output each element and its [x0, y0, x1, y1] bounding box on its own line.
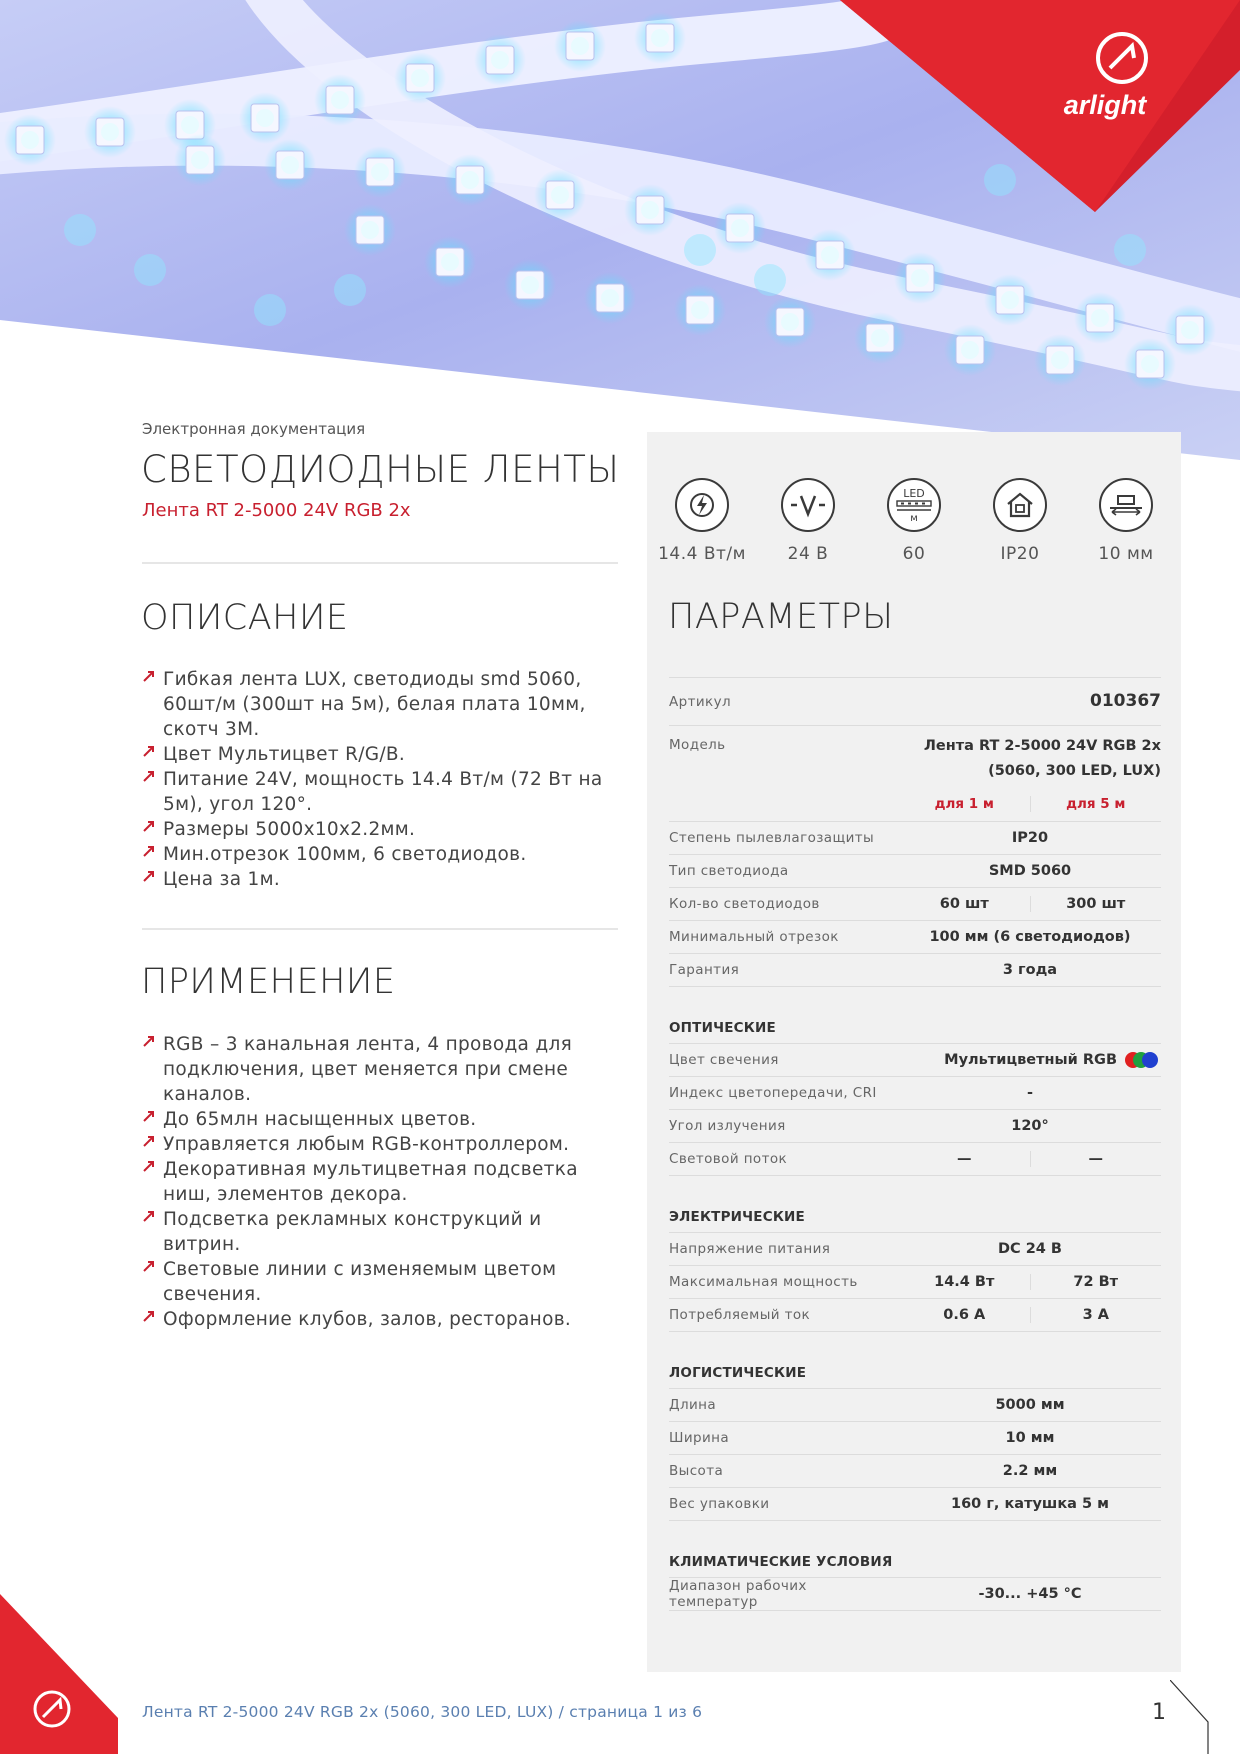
param-value: SMD 5060 — [988, 863, 1072, 879]
led-per-meter-icon — [893, 485, 935, 525]
list-item: Цвет Мультицвет R/G/B. — [142, 742, 622, 767]
param-label: Минимальный отрезок — [669, 929, 839, 945]
arrow-bullet-icon — [142, 744, 156, 758]
list-item: RGB – 3 канальная лента, 4 провода для подключения, цвет меняется при смене каналов. — [142, 1032, 622, 1107]
param-value: 2.2 мм — [1002, 1463, 1058, 1479]
param-row — [669, 953, 1161, 986]
param-label: Угол излучения — [669, 1118, 786, 1134]
spec-voltage — [758, 478, 858, 564]
arrow-bullet-icon — [142, 669, 156, 683]
page-number: 1 — [1152, 1700, 1166, 1725]
param-row — [669, 1109, 1161, 1142]
param-value: 160 г, катушка 5 м — [951, 1496, 1109, 1512]
param-value: 3 А — [1082, 1307, 1109, 1323]
param-value: 3 года — [1002, 962, 1058, 978]
param-row — [669, 920, 1161, 953]
param-row — [669, 1076, 1161, 1109]
power-bolt-icon — [686, 489, 718, 521]
param-value: 10 мм — [1005, 1430, 1055, 1446]
product-subtitle: Лента RT 2-5000 24V RGB 2x — [142, 500, 411, 521]
application-list — [142, 1032, 622, 1332]
doc-kind: Электронная документация — [142, 420, 366, 438]
per-1m-label: для 1 м — [899, 796, 1031, 812]
params-table — [669, 677, 1161, 1611]
param-label: Вес упаковки — [669, 1496, 770, 1512]
arrow-bullet-icon — [142, 1159, 156, 1173]
param-row — [669, 1232, 1161, 1265]
arrow-bullet-icon — [142, 844, 156, 858]
divider — [142, 928, 618, 930]
spec-voltage-label: 24 В — [787, 544, 829, 564]
footer-logo — [0, 1594, 118, 1754]
brand-name: arlight — [1063, 90, 1147, 120]
spec-ip — [970, 478, 1070, 564]
param-value: — — [899, 1151, 1031, 1167]
footer-text: Лента RT 2-5000 24V RGB 2x (5060, 300 LED, LUX) / страница 1 из 6 — [142, 1703, 703, 1721]
param-label: Кол-во светодиодов — [669, 896, 820, 912]
spec-ip-label: IP20 — [1000, 544, 1040, 564]
param-value: 0.6 А — [899, 1307, 1031, 1323]
param-label: Ширина — [669, 1430, 730, 1446]
param-value: Мультицветный RGB — [899, 1051, 1161, 1069]
arrow-bullet-icon — [142, 1134, 156, 1148]
spec-power — [652, 478, 752, 564]
spec-power-label: 14.4 Вт/м — [658, 544, 746, 564]
svg-text:LED: LED — [903, 487, 925, 500]
param-value: 100 мм (6 светодиодов) — [929, 929, 1131, 945]
param-value: DC 24 В — [997, 1241, 1062, 1257]
param-row — [669, 1265, 1161, 1298]
arrow-bullet-icon — [142, 1309, 156, 1323]
arrow-bullet-icon — [142, 1109, 156, 1123]
spec-width-label: 10 мм — [1098, 544, 1154, 564]
arrow-bullet-icon — [142, 1209, 156, 1223]
arrow-bullet-icon — [142, 819, 156, 833]
model-value-line-2: (5060, 300 LED, LUX) — [988, 763, 1161, 779]
model-value — [899, 734, 1161, 784]
params-heading: ПАРАМЕТРЫ — [668, 597, 894, 637]
param-value: — — [1088, 1151, 1103, 1167]
list-item: Питание 24V, мощность 14.4 Вт/м (72 Вт на 5м), угол 120°. — [142, 767, 622, 817]
arrow-bullet-icon — [142, 869, 156, 883]
electrical-heading: ЭЛЕКТРИЧЕСКИЕ — [669, 1208, 805, 1225]
list-item: До 65млн насыщенных цветов. — [142, 1107, 622, 1132]
param-row — [669, 854, 1161, 887]
list-item: Декоративная мультицветная подсветка ниш, элементов декора. — [142, 1157, 622, 1207]
param-label: Диапазон рабочих температур — [669, 1578, 807, 1610]
list-item: Мин.отрезок 100мм, 6 светодиодов. — [142, 842, 622, 867]
article-value: 010367 — [1090, 691, 1161, 711]
list-item: Оформление клубов, залов, ресторанов. — [142, 1307, 622, 1332]
param-row — [669, 1142, 1161, 1175]
param-value: IP20 — [1011, 830, 1049, 846]
param-row — [669, 821, 1161, 854]
rgb-dots-icon — [1123, 1051, 1161, 1069]
param-value: 5000 мм — [995, 1397, 1065, 1413]
param-row-model — [669, 725, 1161, 787]
list-item: Световые линии с изменяемым цветом свечения. — [142, 1257, 622, 1307]
list-item: Цена за 1м. — [142, 867, 622, 892]
optical-heading: ОПТИЧЕСКИЕ — [669, 1019, 776, 1036]
logistic-heading: ЛОГИСТИЧЕСКИЕ — [669, 1364, 807, 1381]
param-value: 72 Вт — [1073, 1274, 1119, 1290]
list-item: Управляется любым RGB-контроллером. — [142, 1132, 622, 1157]
param-label: Длина — [669, 1397, 717, 1413]
param-label: Максимальная мощность — [669, 1274, 858, 1290]
spec-leds — [864, 478, 964, 564]
param-label: Световой поток — [669, 1151, 788, 1167]
brand-logo — [840, 0, 1240, 215]
param-label: Модель — [669, 737, 726, 753]
param-row-per — [669, 787, 1161, 821]
param-label: Цвет свечения — [669, 1052, 779, 1068]
per-5m-label: для 5 м — [1066, 796, 1126, 812]
spec-width — [1076, 478, 1176, 564]
param-value: 14.4 Вт — [899, 1274, 1031, 1290]
param-row — [669, 1388, 1161, 1421]
param-value: 60 шт — [899, 896, 1031, 912]
description-heading: ОПИСАНИЕ — [141, 598, 349, 638]
param-row — [669, 1298, 1161, 1331]
param-row — [669, 1577, 1161, 1610]
width-icon — [1108, 490, 1144, 520]
climate-heading: КЛИМАТИЧЕСКИЕ УСЛОВИЯ — [669, 1553, 893, 1570]
param-label: Индекс цветопередачи, CRI — [669, 1085, 877, 1101]
list-item: Размеры 5000x10x2.2мм. — [142, 817, 622, 842]
application-heading: ПРИМЕНЕНИЕ — [141, 962, 396, 1002]
spec-icons — [647, 478, 1181, 568]
arrow-bullet-icon — [142, 1259, 156, 1273]
param-row — [669, 1454, 1161, 1487]
arrow-bullet-icon — [142, 769, 156, 783]
ip-house-icon — [1004, 489, 1036, 521]
list-item: Гибкая лента LUX, светодиоды smd 5060, 60шт/м (300шт на 5м), белая плата 10мм, скотч 3М. — [142, 667, 622, 742]
param-label: Высота — [669, 1463, 724, 1479]
param-label: Артикул — [669, 693, 732, 710]
svg-text:м: м — [910, 513, 918, 524]
model-value-line-1: Лента RT 2-5000 24V RGB 2x — [923, 738, 1161, 754]
voltage-icon — [789, 490, 827, 520]
description-list — [142, 667, 622, 892]
param-label: Напряжение питания — [669, 1241, 831, 1257]
param-row-article — [669, 677, 1161, 725]
param-value: -30... +45 °C — [978, 1586, 1082, 1602]
page-title: СВЕТОДИОДНЫЕ ЛЕНТЫ — [141, 448, 620, 491]
param-value: 300 шт — [1066, 896, 1126, 912]
param-label: Степень пылевлагозащиты — [669, 830, 875, 846]
param-label: Гарантия — [669, 962, 740, 978]
arrow-bullet-icon — [142, 1034, 156, 1048]
param-row — [669, 1421, 1161, 1454]
param-value: - — [1026, 1085, 1034, 1101]
param-value: 120° — [1011, 1118, 1049, 1134]
divider — [142, 562, 618, 564]
param-row — [669, 1043, 1161, 1076]
spec-leds-label: 60 — [902, 544, 926, 564]
page-corner — [1170, 1680, 1240, 1754]
param-label: Потребляемый ток — [669, 1307, 811, 1323]
param-row — [669, 1487, 1161, 1520]
param-label: Тип светодиода — [669, 863, 789, 879]
param-row — [669, 887, 1161, 920]
list-item: Подсветка рекламных конструкций и витрин. — [142, 1207, 622, 1257]
